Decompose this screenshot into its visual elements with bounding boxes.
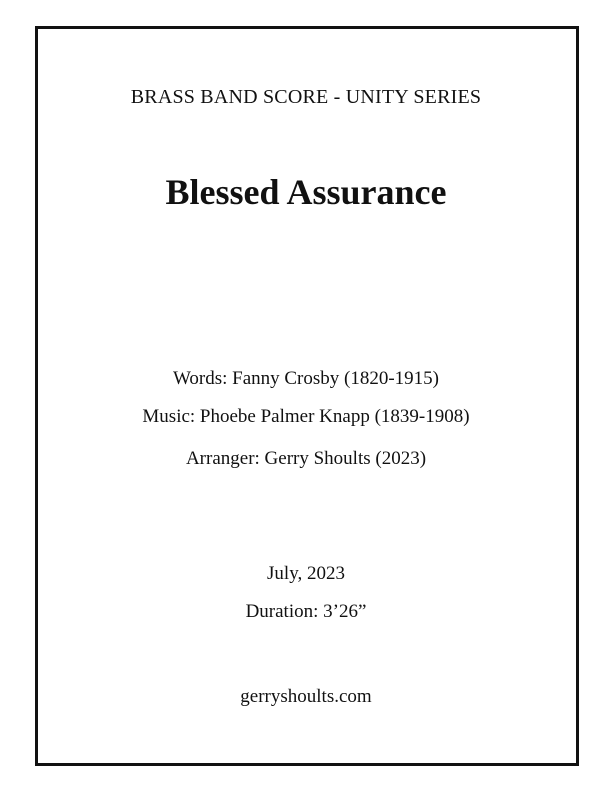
duration-text: Duration: 3’26” bbox=[245, 601, 367, 622]
words-credit: Words: Fanny Crosby (1820-1915) bbox=[172, 368, 440, 389]
series-heading: BRASS BAND SCORE - UNITY SERIES bbox=[130, 86, 482, 108]
music-credit: Music: Phoebe Palmer Knapp (1839-1908) bbox=[142, 406, 470, 427]
website-text: gerryshoults.com bbox=[240, 686, 372, 707]
arranger-credit: Arranger: Gerry Shoults (2023) bbox=[185, 448, 427, 469]
page-border bbox=[35, 26, 579, 766]
page-title: Blessed Assurance bbox=[165, 172, 447, 212]
publication-date: July, 2023 bbox=[267, 563, 345, 584]
